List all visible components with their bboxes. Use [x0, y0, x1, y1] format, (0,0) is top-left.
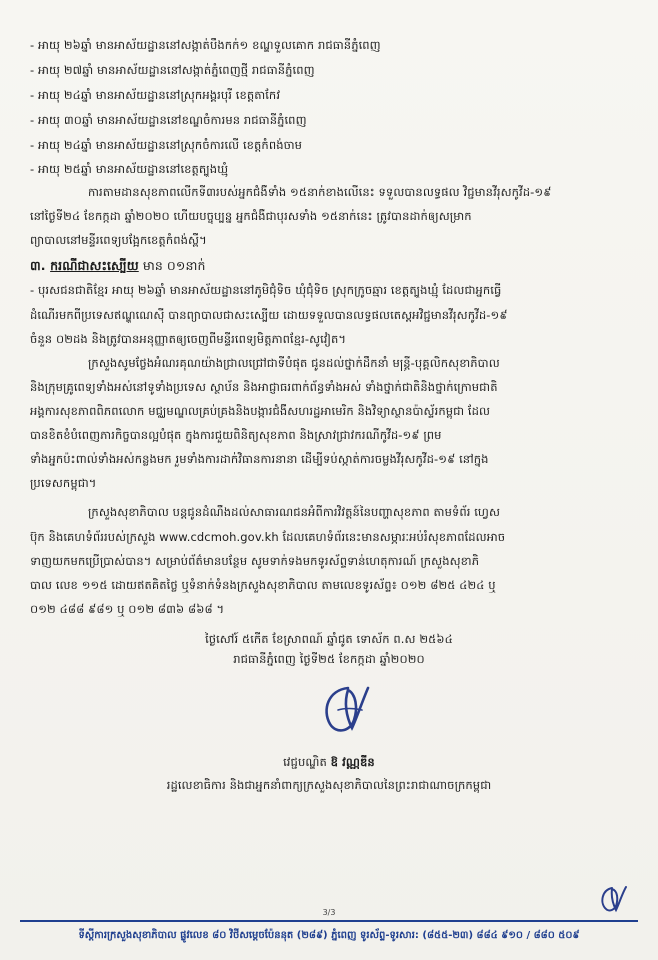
recovered-paragraph-line: - បុរសជនជាតិខ្មែរ អាយុ ២៦ឆ្នាំ មានអាស័យដ្ឋាននៅភូមិជុំទិច ឃុំជុំទិច ស្រុកក្រូចឆ្មារ ខេត្តត្បូងឃ្មុំ ដែលជាអ្នកធ្វើ	[30, 283, 502, 297]
recovered-paragraph-line: ចំនួន ០២ដង និងត្រូវបានអនុញ្ញាតឲ្យចេញពីមន្ទីរពេទ្យមិត្តភាពខ្មែរ-សូវៀត។	[30, 332, 347, 346]
thanks-paragraph-line: ក្រសួងសូមថ្លែងអំណរគុណយ៉ាងជ្រាលជ្រៅជាទីបំផុត ជូនដល់ថ្នាក់ដឹកនាំ មន្ត្រី-បុគ្គលិកសុខាភិបាល	[88, 356, 500, 370]
footer-address: ទីស្តីការក្រសួងសុខាភិបាល ផ្លូវលេខ ៨០ វិថីសម្តេចប៉ែននុត (២៨៩) ភ្នំពេញ ទូរស័ព្ទ-ទូរសារ: (៨៥៥-២៣) ៨៨៤ ៩១០ / ៨៨០ ៥០៩	[78, 930, 580, 941]
recovered-paragraph-line: ដំណើរមកពីប្រទេសឥណ្ឌូណេស៊ី បានព្យាបាលជាសះស្បើយ ដោយទទួលបានលទ្ធផលតេស្តអវិជ្ជមានវីរុសកូវីដ-១៩	[30, 308, 508, 322]
case-bullet: - អាយុ ២៧ឆ្នាំ មានអាស័យដ្ឋាននៅសង្កាត់ភ្នំពេញថ្មី រាជធានីភ្នំពេញ	[30, 63, 315, 77]
contact-paragraph-line: ០១២ ៤៨៨ ៩៨១ ឬ ០១២ ៨៣៦ ៨៦៨ ។	[30, 602, 225, 616]
thanks-paragraph-line: អង្គការសុខភាពពិភពលោក មជ្ឈមណ្ឌលគ្រប់គ្រងនិងបង្ការជំងឺសហរដ្ឋអាមេរិក និងវិទ្យាស្ថានប៉ាស្ទ័រកម្ពុជា ដែល	[30, 404, 491, 418]
thanks-paragraph-line: និងក្រុមគ្រូពេទ្យទាំងអស់នៅទូទាំងប្រទេស ស្ថាប័ន និងអាជ្ញាធរពាក់ព័ន្ធទាំងអស់ ទាំងថ្នាក់ជាតិនិងថ្នាក់ក្រោមជាតិ	[30, 380, 498, 394]
signatory-position: រដ្ឋលេខាធិការ និងជាអ្នកនាំពាក្យក្រសួងសុខាភិបាលនៃព្រះរាជាណាចក្រកម្ពុជា	[166, 778, 492, 792]
thanks-paragraph-line: ទាំងអ្នកប៉ះពាល់ទាំងអស់កន្លងមក រួមទាំងការដាក់វិធានការនានា ដើម្បីទប់ស្កាត់ការចម្លងវីរុសកូវីដ-១៩ នៅក្នុង	[30, 452, 489, 466]
contact-paragraph-line: ទាញយកមកប្រើប្រាស់បាន។ សម្រាប់ព័ត៌មានបន្ថែម សូមទាក់ទងមកទូរស័ព្ទទាន់ហេតុការណ៍ ក្រសួងសុខាភិ	[30, 554, 480, 568]
monitoring-paragraph-line: ការតាមដានសុខភាពលើកទី៣របស់អ្នកជំងឺទាំង ១៥នាក់ខាងលើនេះ ទទួលបានលទ្ធផល វិជ្ជមានវីរុសកូវីដ-១៩	[88, 185, 552, 199]
lunar-date: ថ្ងៃសៅរ៍ ៥កើត ខែស្រាពណ៍ ឆ្នាំជូត ទោស័ក ព.ស ២៥៦៤	[205, 632, 453, 646]
thanks-paragraph-line: បានខិតខំបំពេញភារកិច្ចបានល្អបំផុត ក្នុងការជួយពិនិត្យសុខភាព និងស្រាវជ្រាវករណីកូវីដ-១៩ ព្រម	[30, 428, 442, 442]
section-heading-recovered	[30, 258, 205, 273]
case-bullet: - អាយុ ២៤ឆ្នាំ មានអាស័យដ្ឋាននៅស្រុកអង្គរបុរី ខេត្តតាកែវ	[30, 88, 281, 102]
case-bullet: - អាយុ ២៤ឆ្នាំ មានអាស័យដ្ឋាននៅស្រុកចំការលើ ខេត្តកំពង់ចាម	[30, 138, 303, 152]
case-bullet: - អាយុ ៣០ឆ្នាំ មានអាស័យដ្ឋាននៅខណ្ឌចំការមន រាជធានីភ្នំពេញ	[30, 113, 307, 127]
contact-paragraph-line: បាល លេខ ១១៥ ដោយឥតគិតថ្លៃ ឬទំនាក់ទំនងក្រសួងសុខាភិបាល តាមលេខទូរស័ព្ទ៖ ០១២ ៨២៥ ៤២៤ ឬ	[30, 578, 496, 592]
page-number: 3/3	[322, 908, 336, 917]
signatory-title: វេជ្ជបណ្ឌិត	[283, 755, 331, 769]
section-count: មាន ០១នាក់	[138, 258, 206, 273]
monitoring-paragraph-line: ព្យាបាលនៅមន្ទីរពេទ្យបង្អែកខេត្តកំពង់ស្ពឺ។	[30, 233, 207, 247]
monitoring-paragraph-line: នៅថ្ងៃទី២៤ ខែកក្កដា ឆ្នាំ២០២០ ហើយបច្ចុប្បន្ន អ្នកជំងឺជាបុរសទាំង ១៥នាក់នេះ ត្រូវបានដាក់ឲ្យសម្រាក	[30, 209, 472, 223]
signature-image	[318, 680, 380, 738]
contact-paragraph-line: ប៊ុក និងគេហទំព័ររបស់ក្រសួង www.cdcmoh.gov.kh ដែលគេហទំព័រនេះមានសម្ភារៈអប់រំសុខភាពដែលអាច	[30, 530, 506, 544]
footer-divider	[20, 920, 638, 922]
thanks-paragraph-line: ប្រទេសកម្ពុជា។	[30, 476, 97, 490]
case-bullet: - អាយុ ២៥ឆ្នាំ មានអាស័យដ្ឋាននៅខេត្តត្បូងឃ្មុំ	[30, 162, 229, 176]
contact-paragraph-line: ក្រសួងសុខាភិបាល បន្តជូនដំណឹងដល់សាធារណជនអំពីការវិវត្តន៍នៃបញ្ហាសុខភាព តាមទំព័រ ហ្វេស	[88, 505, 501, 519]
section-number: ៣.	[30, 258, 51, 273]
signatory-name: ឱ វណ្ណឌីន	[330, 755, 375, 769]
case-bullet: - អាយុ ២៦ឆ្នាំ មានអាស័យដ្ឋាននៅសង្កាត់បឹងកក់១ ខណ្ឌទួលគោក រាជធានីភ្នំពេញ	[30, 38, 381, 52]
signatory-name-line	[0, 755, 658, 770]
section-title: ករណីជាសះស្បើយ	[50, 258, 139, 273]
solar-date: រាជធានីភ្នំពេញ ថ្ងៃទី២៥ ខែកក្កដា ឆ្នាំ២០២០	[233, 652, 425, 666]
